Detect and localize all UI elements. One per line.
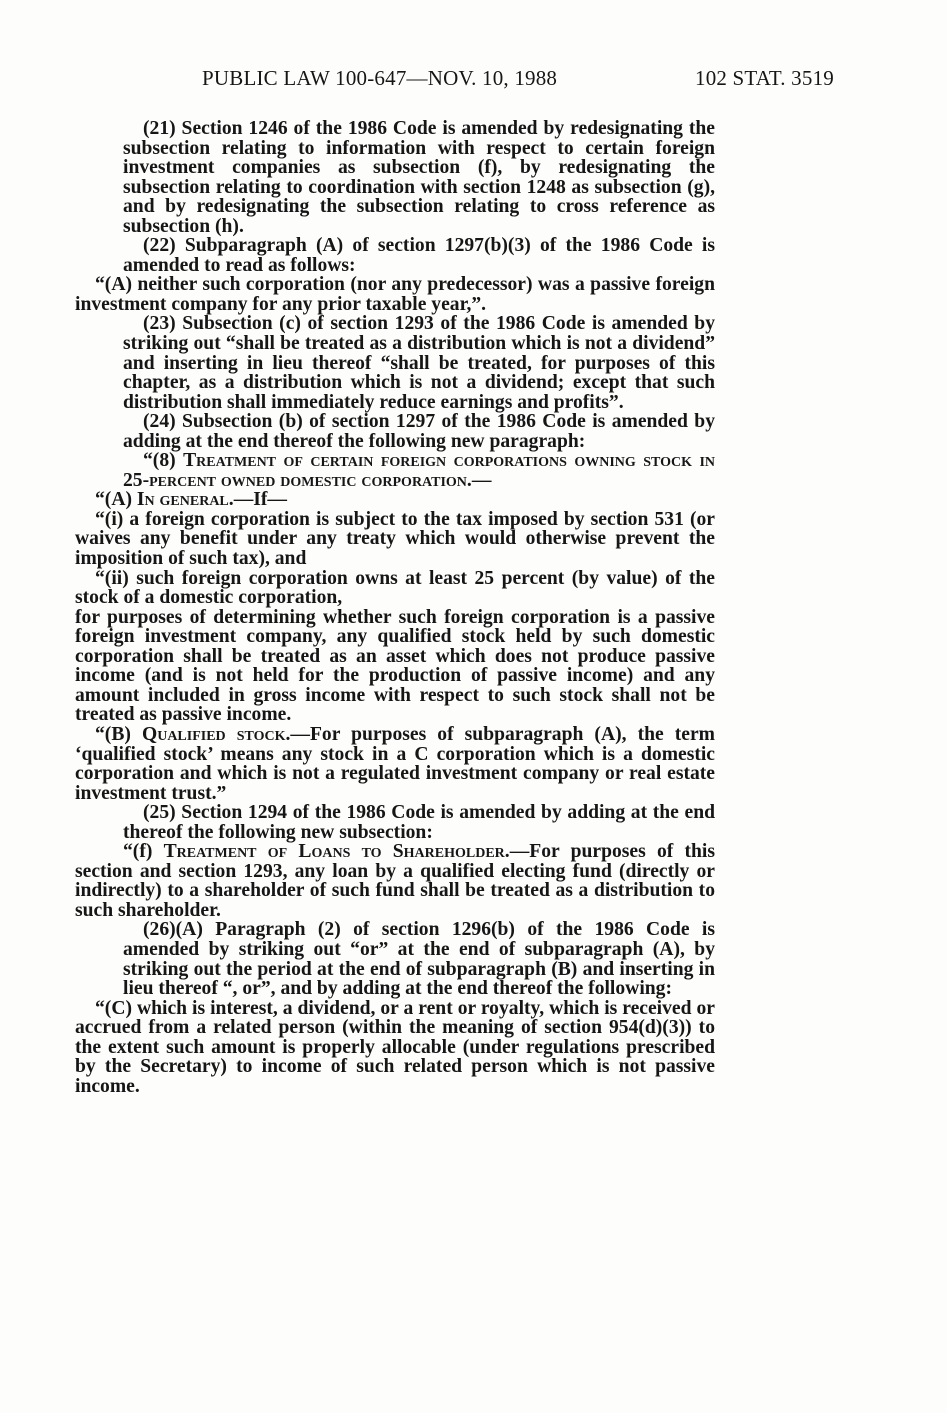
paragraph-22: (22) Subparagraph (A) of section 1297(b)(3) of the 1986 Code is amended to read as follows:: [123, 235, 715, 276]
p24-heading-suffix: —: [471, 469, 492, 491]
p25-f-heading: Treatment of Loans to Shareholder.: [163, 841, 510, 863]
p24-heading-prefix: “(8): [143, 450, 184, 472]
header-title: PUBLIC LAW 100-647—NOV. 10, 1988: [202, 66, 558, 90]
paragraph-26-c: “(C) which is interest, a dividend, or a rent or royalty, which is received or accrued from a related person (within the meaning of section 954(d)(3)) to the extent such amount is properly allocable (under regulations prescribed by the Secretary) to income of such related person which is not passive income.: [75, 997, 715, 1097]
paragraph-22-a: “(A) neither such corporation (nor any predecessor) was a passive foreign investment company for any prior taxable year,”.: [75, 274, 715, 315]
statute-citation: 102 STAT. 3519: [695, 66, 834, 90]
p24-b-prefix: “(B): [95, 723, 142, 745]
paragraph-21: (21) Section 1246 of the 1986 Code is amended by redesignating the subsection relating to information with respect to certain foreign investment companies as subsection (f), by redesignating the subsection relating to coordination with section 1248 as subsection (g), and by redesignating the subsection relating to cross reference as subsection (h).: [123, 118, 715, 237]
p24-a-heading: In general.: [136, 489, 234, 511]
p25-f-prefix: “(f): [123, 841, 164, 863]
p24-a-suffix: —If—: [233, 489, 288, 511]
paragraph-24-a-i: “(i) a foreign corporation is subject to the tax imposed by section 531 (or waives any benefit under any treaty which would otherwise prevent the imposition of such tax), and: [75, 508, 715, 570]
paragraph-24: (24) Subsection (b) of section 1297 of the 1986 Code is amended by adding at the end thereof the following new paragraph:: [123, 411, 715, 452]
paragraph-24-b: [75, 725, 715, 803]
p24-b-heading: Qualified stock.: [141, 723, 291, 745]
page-header: [0, 66, 947, 96]
p24-heading-text: Treatment of certain foreign corporations owning stock in 25-percent owned domestic corporation.: [123, 450, 715, 491]
paragraph-26: (26)(A) Paragraph (2) of section 1296(b) of the 1986 Code is amended by striking out “or” at the end of subparagraph (A), by striking out the period at the end of subparagraph (B) and inserting in lieu thereof “, or”, and by adding at the end thereof the following:: [123, 919, 715, 1000]
paragraph-24-a-body: for purposes of determining whether such foreign corporation is a passive foreign investment company, any qualified stock held by such domestic corporation shall be treated as an asset which does not produce passive income (and is not held for the production of passive income) and any amount included in gross income with respect to such stock shall not be treated as passive income.: [75, 606, 715, 726]
p25-f-body: —For purposes of this section and section 1293, any loan by a qualified electing fund (directly or indirectly) to a shareholder of such fund shall be treated as a distribution to such shareholder.: [75, 841, 715, 921]
paragraph-24-8-heading: [123, 451, 715, 490]
p24-a-prefix: “(A): [95, 489, 137, 511]
p24-b-body: —For purposes of subparagraph (A), the term ‘qualified stock’ means any stock in a C corporation which is a domestic corporation and which is not a regulated investment company or real estate investment trust.”: [75, 723, 715, 804]
paragraph-24-a-ii: “(ii) such foreign corporation owns at least 25 percent (by value) of the stock of a domestic corporation,: [75, 567, 715, 609]
paragraph-25: (25) Section 1294 of the 1986 Code is amended by adding at the end thereof the following new subsection:: [123, 802, 715, 843]
document-body: [75, 119, 715, 1096]
paragraph-24-a: [75, 490, 715, 510]
paragraph-23: (23) Subsection (c) of section 1293 of the 1986 Code is amended by striking out “shall be treated as a distribution which is not a dividend” and inserting in lieu thereof “shall be treated, for purposes of this chapter, as a distribution which is not a dividend; except that such distribution shall immediately reduce earnings and profits”.: [123, 313, 715, 413]
paragraph-25-f: [75, 842, 715, 920]
